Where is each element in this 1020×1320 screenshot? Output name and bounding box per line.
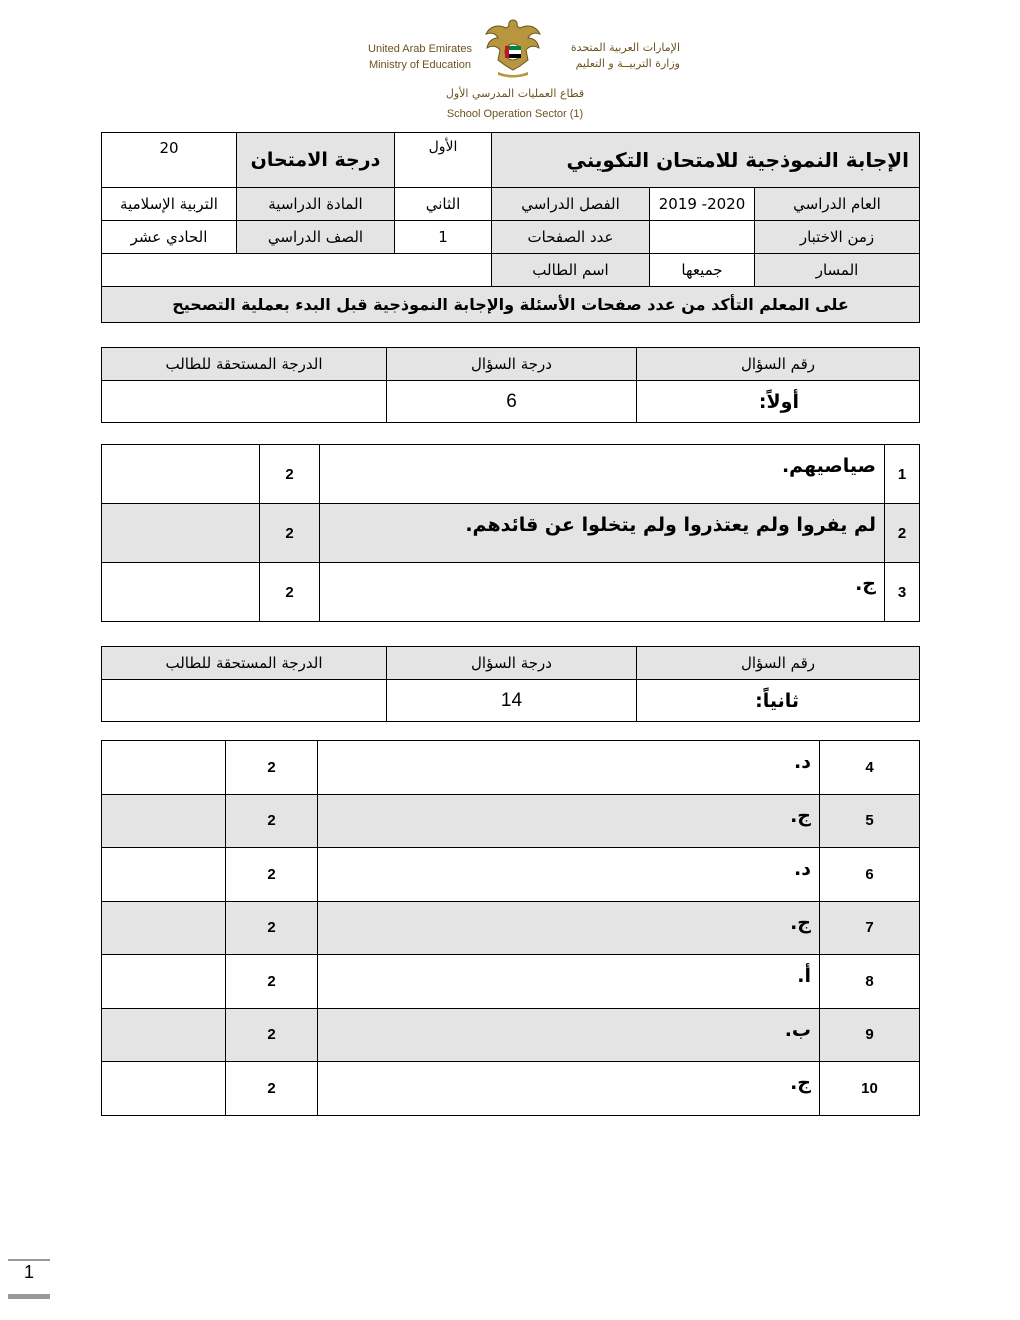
uae-english: United Arab Emirates xyxy=(368,43,472,55)
exam-info-table xyxy=(101,132,920,323)
section1-grade: 6 xyxy=(387,381,637,423)
student-name-label: اسم الطالب xyxy=(492,254,650,287)
page-number-rule-top xyxy=(8,1259,50,1261)
col-question-number: رقم السؤال xyxy=(637,647,920,680)
answer-grade: 2 xyxy=(226,848,318,902)
section2-student-grade[interactable] xyxy=(102,680,387,722)
answer-row xyxy=(102,445,920,504)
answer-student-grade[interactable] xyxy=(102,563,260,622)
answer-grade: 2 xyxy=(226,794,318,848)
section2-header-table xyxy=(101,646,920,722)
question-number: 3 xyxy=(885,563,920,622)
teacher-notice: على المعلم التأكد من عدد صفحات الأسئلة والإجابة النموذجية قبل البدء بعملية التصحيح xyxy=(102,287,920,323)
ministry-english: Ministry of Education xyxy=(368,59,472,71)
question-number: 5 xyxy=(820,794,920,848)
answer-grade: 2 xyxy=(260,504,320,563)
track-value: جميعها xyxy=(650,254,755,287)
ministry-arabic: وزارة التربيــة و التعليم xyxy=(575,57,680,70)
answer-grade: 2 xyxy=(226,955,318,1009)
col-question-grade: درجة السؤال xyxy=(387,348,637,381)
answer-student-grade[interactable] xyxy=(102,504,260,563)
answer-text: ج. xyxy=(318,1062,820,1116)
answer-row xyxy=(102,848,920,902)
answer-student-grade[interactable] xyxy=(102,741,226,795)
year-label: العام الدراسي xyxy=(755,188,920,221)
uae-arabic: الإمارات العربية المتحدة xyxy=(570,41,680,54)
answer-grade: 2 xyxy=(260,563,320,622)
time-value[interactable] xyxy=(650,221,755,254)
class-value: الحادي عشر xyxy=(102,221,237,254)
year-value: 2019 -2020 xyxy=(650,188,755,221)
answer-text: ج. xyxy=(320,563,885,622)
answer-row xyxy=(102,504,920,563)
question-number: 4 xyxy=(820,741,920,795)
question-number: 1 xyxy=(885,445,920,504)
answer-student-grade[interactable] xyxy=(102,445,260,504)
answer-row xyxy=(102,563,920,622)
term-label: الفصل الدراسي xyxy=(492,188,650,221)
answer-text: ب. xyxy=(318,1008,820,1062)
question-number: 2 xyxy=(885,504,920,563)
col-student-grade: الدرجة المستحقة للطالب xyxy=(102,647,387,680)
header-arabic xyxy=(550,40,680,72)
answer-row xyxy=(102,794,920,848)
sector-arabic: قطاع العمليات المدرسي الأول xyxy=(445,87,585,100)
subject-value: التربية الإسلامية xyxy=(102,188,237,221)
term-value: الثاني xyxy=(395,188,492,221)
question-number: 9 xyxy=(820,1008,920,1062)
answer-row xyxy=(102,1062,920,1116)
answer-student-grade[interactable] xyxy=(102,794,226,848)
student-name-value[interactable] xyxy=(102,254,492,287)
answer-grade: 2 xyxy=(226,1008,318,1062)
answer-grade: 2 xyxy=(226,741,318,795)
col-question-grade: درجة السؤال xyxy=(387,647,637,680)
answer-grade: 2 xyxy=(226,1062,318,1116)
answer-student-grade[interactable] xyxy=(102,1008,226,1062)
question-number: 7 xyxy=(820,901,920,955)
answer-row xyxy=(102,741,920,795)
answer-text: صياصيهم. xyxy=(320,445,885,504)
exam-title: الإجابة النموذجية للامتحان التكويني xyxy=(492,133,920,188)
answer-text: د. xyxy=(318,848,820,902)
col-question-number: رقم السؤال xyxy=(637,348,920,381)
exam-grade-value: 20 xyxy=(102,133,237,188)
answer-row xyxy=(102,1008,920,1062)
section2-grade: 14 xyxy=(387,680,637,722)
answer-text: ج. xyxy=(318,901,820,955)
section1-label: أولاً: xyxy=(637,381,920,423)
sector-english: School Operation Sector (1) xyxy=(446,108,584,120)
section1-student-grade[interactable] xyxy=(102,381,387,423)
answer-text: أ. xyxy=(318,955,820,1009)
section2-label: ثانياً: xyxy=(637,680,920,722)
answer-text: ج. xyxy=(318,794,820,848)
page-number-rule-bottom xyxy=(8,1294,50,1299)
class-label: الصف الدراسي xyxy=(237,221,395,254)
header-english xyxy=(340,41,500,73)
section1-answers-table xyxy=(101,444,920,622)
answer-grade: 2 xyxy=(260,445,320,504)
answer-student-grade[interactable] xyxy=(102,955,226,1009)
answer-row xyxy=(102,955,920,1009)
answer-student-grade[interactable] xyxy=(102,901,226,955)
question-number: 8 xyxy=(820,955,920,1009)
time-label: زمن الاختبار xyxy=(755,221,920,254)
track-label: المسار xyxy=(755,254,920,287)
answer-row xyxy=(102,901,920,955)
answer-student-grade[interactable] xyxy=(102,1062,226,1116)
answer-student-grade[interactable] xyxy=(102,848,226,902)
exam-number: الأول xyxy=(395,133,492,188)
page-number: 1 xyxy=(23,1262,34,1282)
col-student-grade: الدرجة المستحقة للطالب xyxy=(102,348,387,381)
answer-grade: 2 xyxy=(226,901,318,955)
pages-value: 1 xyxy=(395,221,492,254)
answer-text: د. xyxy=(318,741,820,795)
exam-grade-label: درجة الامتحان xyxy=(237,133,395,188)
section1-header-table xyxy=(101,347,920,423)
uae-emblem-icon xyxy=(484,16,542,80)
answer-text: لم يفروا ولم يعتذروا ولم يتخلوا عن قائدهم. xyxy=(320,504,885,563)
subject-label: المادة الدراسية xyxy=(237,188,395,221)
question-number: 6 xyxy=(820,848,920,902)
question-number: 10 xyxy=(820,1062,920,1116)
section2-answers-table xyxy=(101,740,920,1116)
pages-label: عدد الصفحات xyxy=(492,221,650,254)
